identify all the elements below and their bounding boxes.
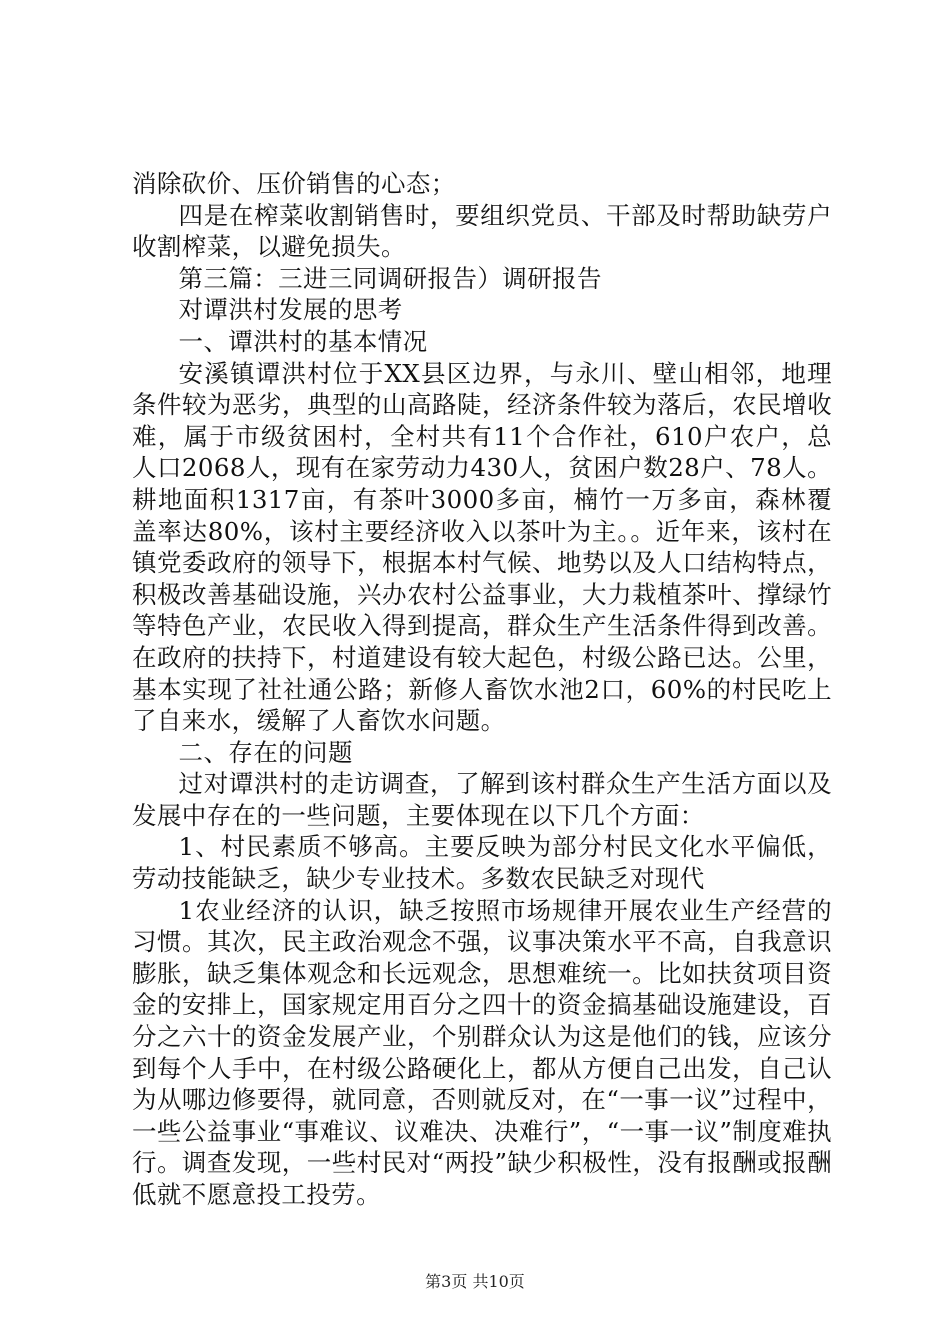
paragraph-1: 消除砍价、压价销售的心态； — [132, 169, 456, 198]
paragraph-2: 四是在榨菜收割销售时，要组织党员、干部及时帮助缺劳户收割榨菜，以避免损失。 — [132, 200, 832, 262]
paragraph-problem-1: 1、村民素质不够高。主要反映为部分村民文化水平偏低，劳动技能缺乏，缺少专业技术。多数农民缺乏对现代 — [132, 832, 832, 894]
heading-existing-problems: 二、存在的问题 — [178, 737, 353, 767]
report-subtitle: 对谭洪村发展的思考 — [178, 295, 403, 325]
paragraph-basic-situation: 安溪镇谭洪村位于XX县区边界，与永川、壁山相邻，地理条件较为恶劣，典型的山高路陡，经济条件较为落后，农民增收难，属于市级贫困村，全村共有11个合作社，610户农户，总人口2068人，现有在家劳动力430人，贫困户数28户、78人。耕地面积1317亩，有茶叶3000多亩，楠竹一万多亩，森林覆盖率达80%，该村主要经济收入以茶叶为主。。近年来，该村在镇党委政府的领导下，根据本村气候、地势以及人口结构特点，积极改善基础设施，兴办农村公益事业，大力栽植茶叶、撑绿竹等特色产业，农民收入得到提高，群众生产生活条件得到改善。在政府的扶持下，村道建设有较大起色，村级公路已达。公里，基本实现了社社通公路；新修人畜饮水池2口，60%的村民吃上了自来水，缓解了人畜饮水问题。 — [132, 358, 832, 736]
section-title: 第三篇：三进三同调研报告）调研报告 — [178, 263, 602, 293]
paragraph-problem-1-continued: 1农业经济的认识，缺乏按照市场规律开展农业生产经营的习惯。其次，民主政治观念不强，议事决策水平不高，自我意识膨胀，缺乏集体观念和长远观念，思想难统一。比如扶贫项目资金的安排上，国家规定用百分之四十的资金搞基础设施建设，百分之六十的资金发展产业，个别群众认为这是他们的钱，应该分到每个人手中，在村级公路硬化上，都从方便自己出发，自己认为从哪边修要得，就同意，否则就反对，在“一事一议”过程中，一些公益事业“事难议、议难决、决难行”，“一事一议”制度难执行。调查发现，一些村民对“两投”缺少积极性，没有报酬或报酬低就不愿意投工投劳。 — [132, 895, 832, 1209]
heading-basic-situation: 一、谭洪村的基本情况 — [178, 326, 428, 356]
paragraph-survey-intro: 过对谭洪村的走访调查，了解到该村群众生产生活方面以及发展中存在的一些问题，主要体现在以下几个方面： — [132, 769, 832, 830]
page-number: 第3页 共10页 — [425, 1272, 525, 1291]
document-body — [132, 168, 832, 1211]
